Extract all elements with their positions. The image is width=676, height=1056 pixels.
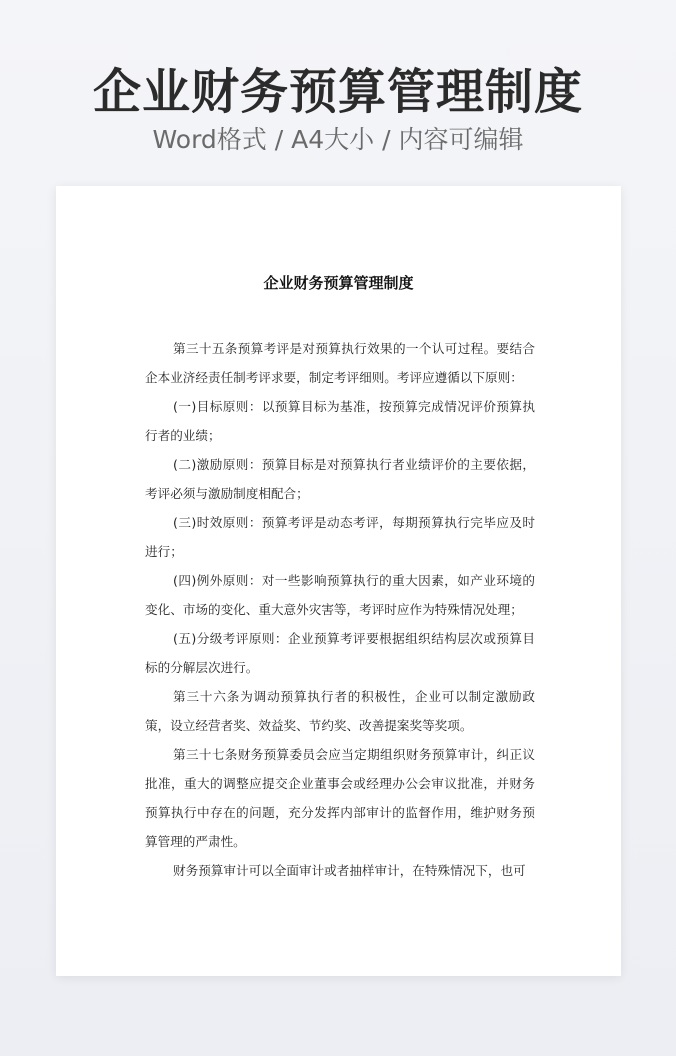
page-subtitle: Word格式 / A4大小 / 内容可编辑 [152, 125, 524, 154]
paragraph-principle-incentive: (二)激励原则：预算目标是对预算执行者业绩评价的主要依据，考评必须与激励制度相配合； [145, 457, 535, 501]
paragraph-article-37: 第三十七条财务预算委员会应当定期组织财务预算审计，纠正议批准，重大的调整应提交企业董事会或经理办公会审议批准，并财务预算执行中存在的问题，充分发挥内部审计的监督作用，维护财务预算管理的严肃性。 [145, 747, 535, 849]
paragraph-article-36: 第三十六条为调动预算执行者的积极性，企业可以制定激励政策，设立经营者奖、效益奖、节约奖、改善提案奖等奖项。 [145, 689, 535, 733]
page-title: 企业财务预算管理制度 [92, 64, 583, 120]
page-header [0, 62, 676, 156]
paragraph-article-35: 第三十五条预算考评是对预算执行效果的一个认可过程。要结合企本业济经责任制考评求要，制定考评细则。考评应遵循以下原则： [145, 341, 535, 385]
document-page [56, 186, 621, 976]
paragraph-principle-tiered: (五)分级考评原则：企业预算考评要根据组织结构层次或预算目标的分解层次进行。 [145, 631, 535, 675]
document-title: 企业财务预算管理制度 [263, 274, 414, 292]
document-body [145, 334, 535, 885]
paragraph-principle-goal: (一)目标原则：以预算目标为基准，按预算完成情况评价预算执行者的业绩； [145, 399, 535, 443]
paragraph-principle-timeliness: (三)时效原则：预算考评是动态考评，每期预算执行完毕应及时进行； [145, 515, 535, 559]
paragraph-principle-exception: (四)例外原则：对一些影响预算执行的重大因素，如产业环境的变化、市场的变化、重大意外灾害等，考评时应作为特殊情况处理； [145, 573, 535, 617]
paragraph-audit-note: 财务预算审计可以全面审计或者抽样审计，在特殊情况下，也可 [173, 863, 526, 878]
